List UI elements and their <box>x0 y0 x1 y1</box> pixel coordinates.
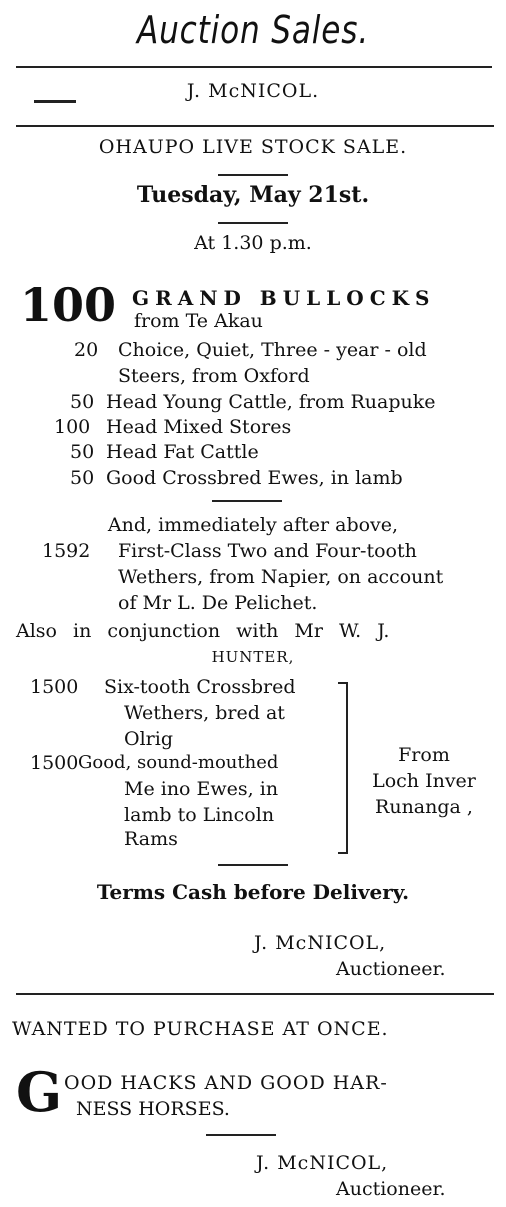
brace <box>338 682 348 854</box>
wanted-line1: OOD HACKS AND GOOD HAR- <box>64 1072 388 1094</box>
list-item-qty: 100 <box>54 416 91 438</box>
sale-date: Tuesday, May 21st. <box>136 182 370 208</box>
lead-qty: 100 <box>20 278 117 332</box>
divider <box>218 174 288 176</box>
lead-line1: GRAND BULLOCKS <box>132 286 436 310</box>
list-item-qty: 50 <box>70 441 95 463</box>
list-item-text: Steers, from Oxford <box>118 365 310 387</box>
wethers-qty: 1592 <box>42 540 91 562</box>
list-item-text: Choice, Quiet, Three - year - old <box>118 339 427 361</box>
header-rule <box>16 66 492 68</box>
signature-title: Auctioneer. <box>336 1178 446 1200</box>
list-item-text: Head Mixed Stores <box>106 416 292 438</box>
wanted-line2: NESS HORSES. <box>76 1098 230 1120</box>
list-item-text: Head Young Cattle, from Ruapuke <box>106 391 436 413</box>
section-rule <box>16 125 494 127</box>
hunter-qty: 1500 <box>30 676 79 698</box>
signature-name: J. McNICOL, <box>254 932 387 954</box>
conjunction-name: HUNTER, <box>211 648 295 666</box>
ornament-dash <box>34 100 76 103</box>
list-item-qty: 50 <box>70 391 95 413</box>
conjunction-line: Also in conjunction with Mr W. J. <box>16 620 390 642</box>
hunter-qty: 1500 <box>30 752 79 774</box>
wanted-title: WANTED TO PURCHASE AT ONCE. <box>12 1018 389 1040</box>
list-item-text: Head Fat Cattle <box>106 441 259 463</box>
after-note: And, immediately after above, <box>107 514 399 536</box>
auctioneer-top: J. McNICOL. <box>186 80 320 102</box>
lead-line2: from Te Akau <box>134 310 263 332</box>
wethers-line3: of Mr L. De Pelichet. <box>118 592 318 614</box>
hunter-text: Olrig <box>124 728 173 750</box>
hunter-text: Six-tooth Crossbred <box>104 676 296 698</box>
sale-title: OHAUPO LIVE STOCK SALE. <box>98 136 408 158</box>
section-rule <box>16 993 494 995</box>
header-title: Auction Sales. <box>136 8 370 52</box>
signature-name: J. McNICOL, <box>256 1152 389 1174</box>
divider <box>218 864 288 866</box>
divider <box>218 222 288 224</box>
hunter-text: Good, sound-mouthed <box>78 752 279 773</box>
drop-cap: G <box>16 1060 63 1124</box>
divider <box>206 1134 276 1136</box>
hunter-text: Rams <box>124 828 178 850</box>
hunter-text: lamb to Lincoln <box>124 804 275 826</box>
divider <box>212 500 282 502</box>
wethers-line2: Wethers, from Napier, on account <box>118 566 444 588</box>
from-line3: Runanga , <box>375 796 473 818</box>
list-item-qty: 20 <box>74 339 99 361</box>
list-item-text: Good Crossbred Ewes, in lamb <box>106 467 403 489</box>
hunter-text: Wethers, bred at <box>124 702 285 724</box>
list-item-qty: 50 <box>70 467 95 489</box>
signature-title: Auctioneer. <box>336 958 446 980</box>
terms: Terms Cash before Delivery. <box>96 880 410 904</box>
hunter-text: Me ino Ewes, in <box>124 778 279 800</box>
from-line2: Loch Inver <box>372 770 476 792</box>
sale-time: At 1.30 p.m. <box>194 232 312 254</box>
wethers-line1: First-Class Two and Four-tooth <box>118 540 417 562</box>
from-line1: From <box>398 744 450 766</box>
